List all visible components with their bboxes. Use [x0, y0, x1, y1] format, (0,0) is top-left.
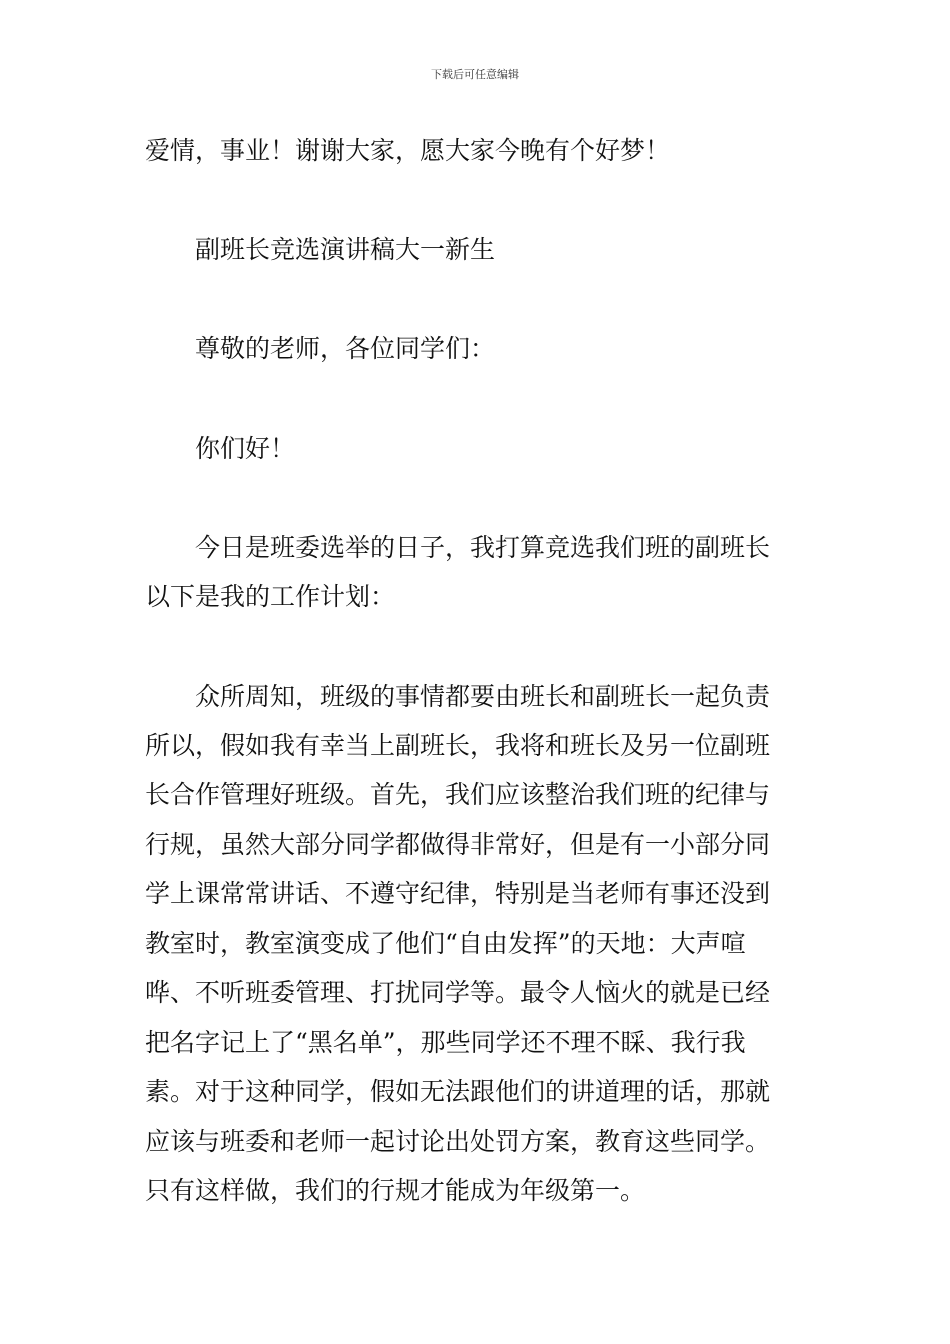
paragraph-line: 哗、不听班委管理、打扰同学等。最令人恼火的就是已经 — [145, 978, 771, 1007]
paragraph-line: 行规，虽然大部分同学都做得非常好，但是有一小部分同 — [145, 830, 771, 859]
paragraph-line: 以下是我的工作计划： — [145, 582, 396, 611]
speech-title: 副班长竞选演讲稿大一新生 — [195, 235, 496, 264]
paragraph-closing-line: 爱情，事业！谢谢大家，愿大家今晚有个好梦！ — [145, 136, 671, 165]
greeting: 你们好！ — [195, 434, 296, 463]
paragraph-line: 把名字记上了“黑名单”，那些同学还不理不睬、我行我 — [145, 1028, 746, 1057]
paragraph-line: 众所周知，班级的事情都要由班长和副班长一起负责 — [195, 682, 771, 711]
paragraph-line: 长合作管理好班级。首先，我们应该整治我们班的纪律与 — [145, 780, 771, 809]
paragraph-line: 应该与班委和老师一起讨论出处罚方案，教育这些同学。 — [145, 1127, 771, 1156]
paragraph-line: 教室时，教室演变成了他们“自由发挥”的天地：大声喧 — [145, 929, 746, 958]
page-header: 下载后可任意编辑 — [431, 68, 519, 81]
salutation: 尊敬的老师，各位同学们： — [195, 334, 496, 363]
paragraph-line: 素。对于这种同学，假如无法跟他们的讲道理的话，那就 — [145, 1077, 771, 1106]
paragraph-line: 今日是班委选举的日子，我打算竞选我们班的副班长 — [195, 533, 771, 562]
paragraph-line: 只有这样做，我们的行规才能成为年级第一。 — [145, 1176, 646, 1205]
paragraph-line: 所以，假如我有幸当上副班长，我将和班长及另一位副班 — [145, 731, 771, 760]
paragraph-line: 学上课常常讲话、不遵守纪律，特别是当老师有事还没到 — [145, 879, 771, 908]
